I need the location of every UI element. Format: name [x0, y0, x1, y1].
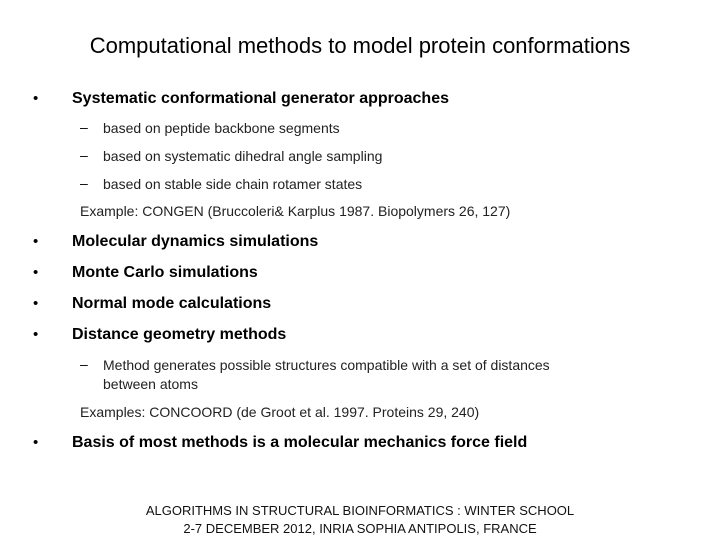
sub-dash: –: [80, 119, 88, 135]
bullet-text: Basis of most methods is a molecular mechanics force field: [72, 434, 528, 451]
bullet-marker: •: [33, 326, 39, 343]
sub-text: based on systematic dihedral angle sampling: [103, 148, 383, 164]
sub-text: Method generates possible structures compatible with a set of distances: [103, 357, 550, 373]
footer-line: ALGORITHMS IN STRUCTURAL BIOINFORMATICS : WINTER SCHOOL: [145, 503, 575, 518]
sub-dash: –: [80, 175, 88, 191]
bullet-text: Molecular dynamics simulations: [72, 233, 319, 250]
example-text: Examples: CONCOORD (de Groot et al. 1997. Proteins 29, 240): [80, 404, 480, 420]
sub-text: based on stable side chain rotamer states: [103, 176, 363, 192]
footer-line: 2-7 DECEMBER 2012, INRIA SOPHIA ANTIPOLIS, FRANCE: [183, 521, 537, 536]
bullet-text: Distance geometry methods: [72, 326, 287, 343]
bullet-marker: •: [33, 90, 39, 107]
bullet-marker: •: [33, 233, 39, 250]
slide-title: Computational methods to model protein conformations: [89, 33, 631, 58]
sub-text-continued: between atoms: [103, 376, 198, 392]
sub-dash: –: [80, 356, 88, 372]
bullet-text: Monte Carlo simulations: [72, 264, 258, 281]
bullet-marker: •: [33, 434, 39, 451]
bullet-text: Normal mode calculations: [72, 295, 272, 312]
bullet-text: Systematic conformational generator approaches: [72, 90, 449, 107]
example-text: Example: CONGEN (Bruccoleri& Karplus 1987. Biopolymers 26, 127): [80, 203, 511, 219]
sub-text: based on peptide backbone segments: [103, 120, 340, 136]
sub-dash: –: [80, 147, 88, 163]
bullet-marker: •: [33, 264, 39, 281]
bullet-marker: •: [33, 295, 39, 312]
slide-footer: [0, 502, 720, 538]
